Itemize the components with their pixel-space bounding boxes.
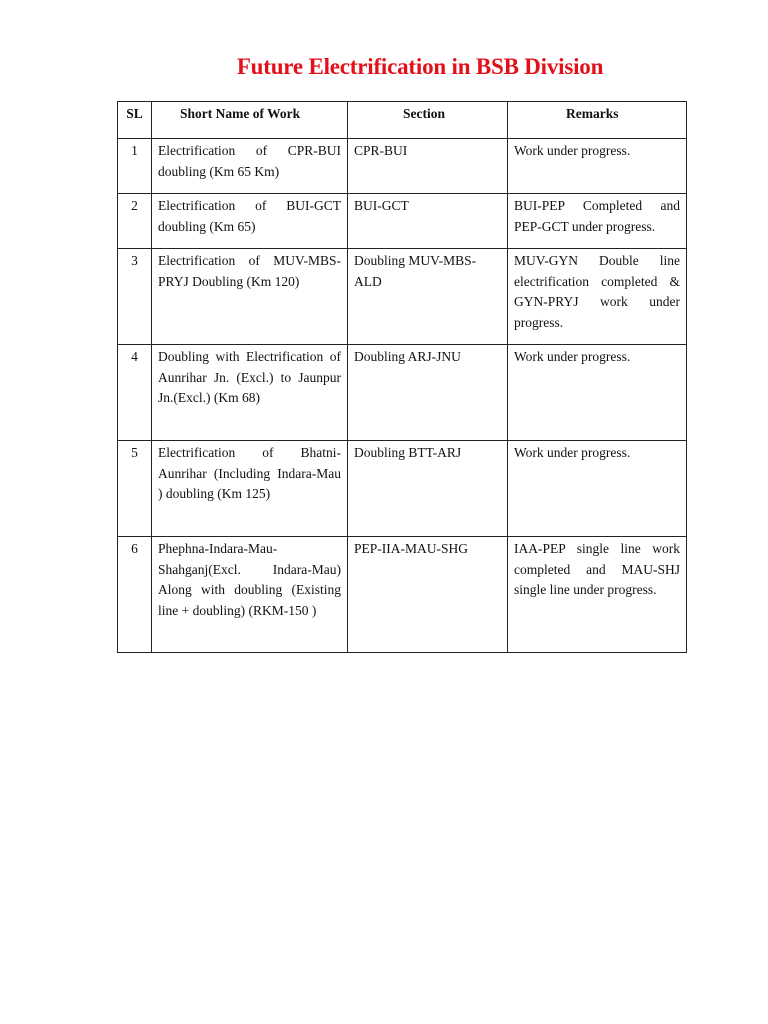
- cell-remarks: IAA-PEP single line work completed and MAU-SHJ single line under progress.: [508, 537, 687, 653]
- cell-section: Doubling MUV-MBS-ALD: [348, 249, 508, 345]
- cell-work: Phephna-Indara-Mau-Shahganj(Excl. Indara-Mau) Along with doubling (Existing line + doubling) (RKM-150 ): [152, 537, 348, 653]
- cell-section: Doubling ARJ-JNU: [348, 345, 508, 441]
- cell-section: Doubling BTT-ARJ: [348, 441, 508, 537]
- works-table: [117, 101, 687, 653]
- cell-work: Doubling with Electrification of Aunrihar Jn. (Excl.) to Jaunpur Jn.(Excl.) (Km 68): [152, 345, 348, 441]
- cell-section: BUI-GCT: [348, 194, 508, 249]
- cell-sl: 1: [118, 139, 152, 194]
- cell-remarks: Work under progress.: [508, 441, 687, 537]
- table-row: [118, 194, 687, 249]
- cell-work: Electrification of Bhatni-Aunrihar (Including Indara-Mau ) doubling (Km 125): [152, 441, 348, 537]
- cell-section: PEP-IIA-MAU-SHG: [348, 537, 508, 653]
- cell-work: Electrification of MUV-MBS-PRYJ Doubling (Km 120): [152, 249, 348, 345]
- table-row: [118, 441, 687, 537]
- cell-sl: 3: [118, 249, 152, 345]
- header-work: Short Name of Work: [152, 102, 348, 139]
- document-title: Future Electrification in BSB Division: [236, 54, 604, 79]
- cell-sl: 2: [118, 194, 152, 249]
- table-row: [118, 537, 687, 653]
- cell-remarks: Work under progress.: [508, 345, 687, 441]
- cell-sl: 6: [118, 537, 152, 653]
- table-row: [118, 345, 687, 441]
- cell-sl: 5: [118, 441, 152, 537]
- cell-sl: 4: [118, 345, 152, 441]
- header-sl: SL: [118, 102, 152, 139]
- cell-work: Electrification of CPR-BUI doubling (Km 65 Km): [152, 139, 348, 194]
- header-section: Section: [348, 102, 508, 139]
- cell-section: CPR-BUI: [348, 139, 508, 194]
- cell-remarks: BUI-PEP Completed and PEP-GCT under progress.: [508, 194, 687, 249]
- cell-remarks: Work under progress.: [508, 139, 687, 194]
- cell-remarks: MUV-GYN Double line electrification completed & GYN-PRYJ work under progress.: [508, 249, 687, 345]
- cell-work: Electrification of BUI-GCT doubling (Km 65): [152, 194, 348, 249]
- table-row: [118, 249, 687, 345]
- table-header-row: [118, 102, 687, 139]
- table-row: [118, 139, 687, 194]
- header-remarks: Remarks: [508, 102, 687, 139]
